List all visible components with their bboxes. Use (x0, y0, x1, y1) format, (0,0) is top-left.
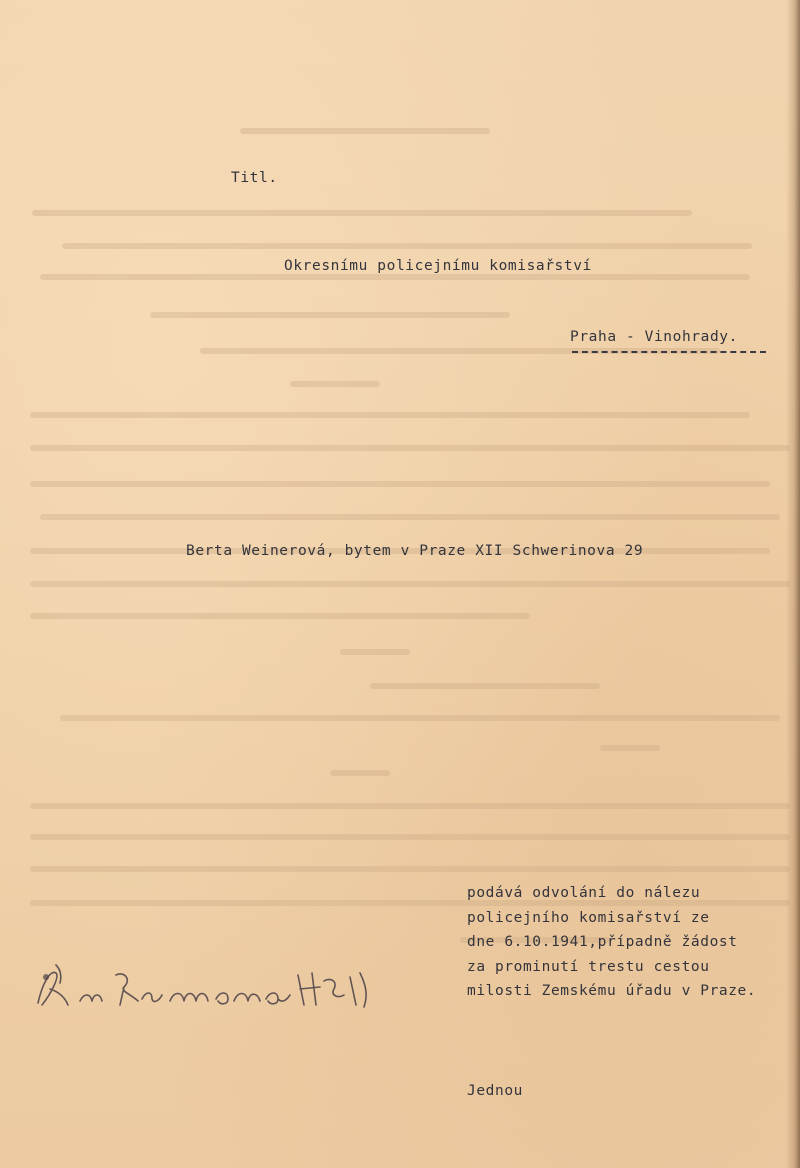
appeal-line: dne 6.10.1941,případně žádost (467, 934, 738, 950)
city-underline (572, 351, 766, 353)
handwritten-signature (20, 955, 380, 1025)
appeal-block (467, 881, 787, 1004)
sender-line: Berta Weinerová, bytem v Praze XII Schwerinova 29 (186, 543, 644, 559)
copies-note: Jednou (467, 1083, 523, 1099)
appeal-line: policejního komisařství ze (467, 909, 710, 926)
appeal-line: milosti Zemskému úřadu v Praze. (467, 983, 757, 999)
salutation: Titl. (231, 170, 278, 186)
appeal-line: podává odvolání do nálezu (467, 885, 701, 901)
appeal-line: za prominutí trestu cestou (467, 958, 710, 975)
city: Praha - Vinohrady. (570, 329, 738, 345)
page-edge-shadow (786, 0, 800, 1168)
addressee: Okresnímu policejnímu komisařství (284, 258, 592, 274)
